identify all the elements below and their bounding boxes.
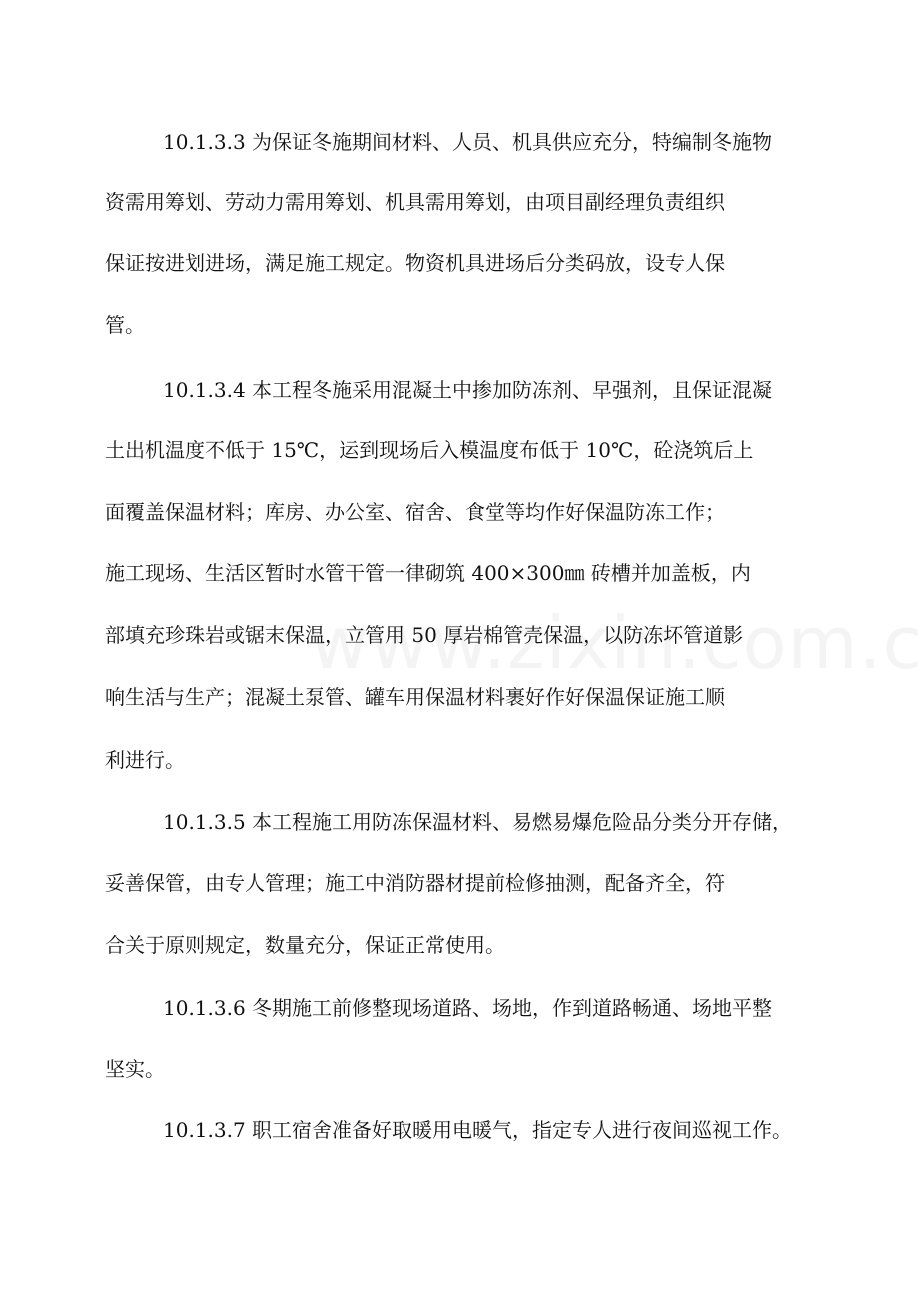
paragraph-10-1-3-4-line-7: 利进行。 — [105, 748, 185, 772]
paragraph-10-1-3-5-line-2: 妥善保管，由专人管理；施工中消防器材提前检修抽测，配备齐全，符 — [105, 871, 725, 895]
paragraph-10-1-3-4-line-6: 响生活与生产；混凝土泵管、罐车用保温材料裹好作好保温保证施工顺 — [105, 685, 725, 709]
paragraph-10-1-3-4-line-3: 面覆盖保温材料；库房、办公室、宿舍、食堂等均作好保温防冻工作； — [105, 500, 725, 524]
paragraph-10-1-3-4-line-5: 部填充珍珠岩或锯末保温，立管用 50 厚岩棉管壳保温，以防冻坏管道影 — [105, 623, 744, 647]
paragraph-10-1-3-5-line-3: 合关于原则规定，数量充分，保证正常使用。 — [105, 933, 505, 957]
paragraph-10-1-3-3-line-3: 保证按进划进场，满足施工规定。物资机具进场后分类码放，设专人保 — [105, 251, 725, 275]
paragraph-10-1-3-3-line-1: 10.1.3.3 为保证冬施期间材料、人员、机具供应充分，特编制冬施物 — [163, 130, 773, 154]
paragraph-10-1-3-4-line-2: 土出机温度不低于 15℃，运到现场后入模温度布低于 10℃，砼浇筑后上 — [105, 438, 754, 462]
paragraph-10-1-3-6-line-1: 10.1.3.6 冬期施工前修整现场道路、场地，作到道路畅通、场地平整 — [163, 996, 773, 1020]
paragraph-10-1-3-4-line-1: 10.1.3.4 本工程冬施采用混凝土中掺加防冻剂、早强剂，且保证混凝 — [163, 378, 773, 402]
paragraph-10-1-3-5-line-1: 10.1.3.5 本工程施工用防冻保温材料、易燃易爆危险品分类分开存储， — [163, 810, 793, 834]
paragraph-10-1-3-3-line-2: 资需用筹划、劳动力需用筹划、机具需用筹划，由项目副经理负责组织 — [105, 190, 725, 214]
paragraph-10-1-3-7-line-1: 10.1.3.7 职工宿舍准备好取暖用电暖气，指定专人进行夜间巡视工作。 — [163, 1118, 793, 1142]
paragraph-10-1-3-4-line-4: 施工现场、生活区暂时水管干管一律砌筑 400×300㎜ 砖槽并加盖板，内 — [105, 561, 751, 585]
paragraph-10-1-3-3-line-4: 管。 — [105, 313, 145, 337]
paragraph-10-1-3-6-line-2: 坚实。 — [105, 1057, 165, 1081]
